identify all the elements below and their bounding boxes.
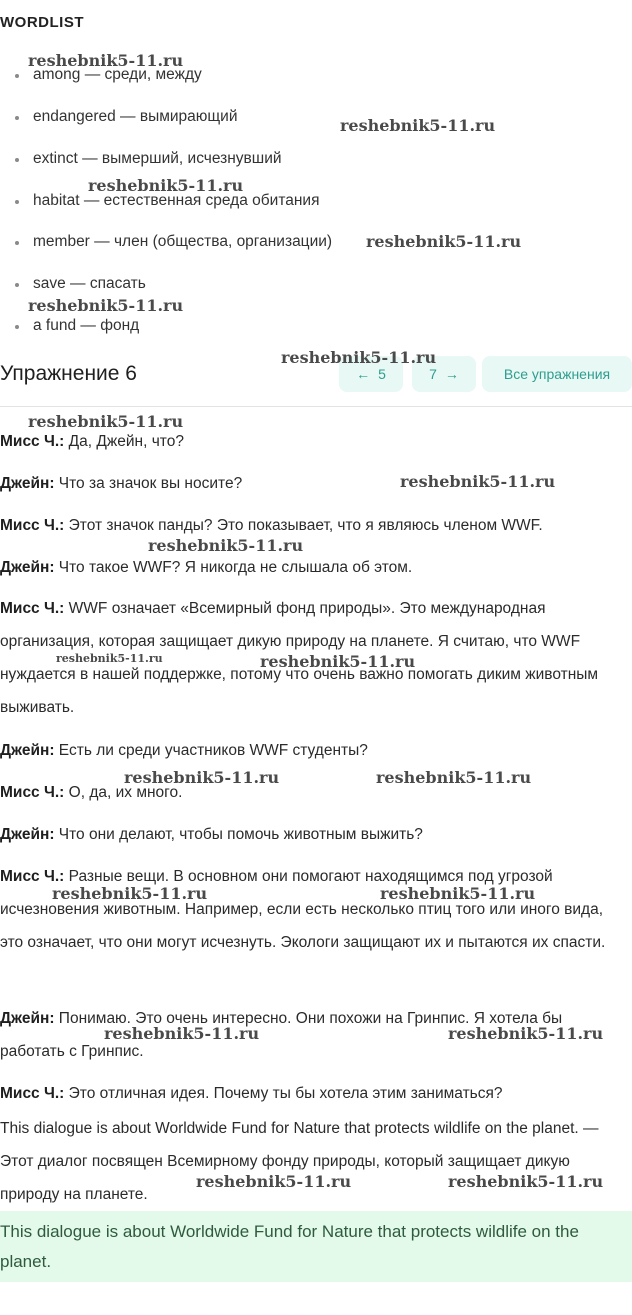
wordlist-item-text: save — спасать — [33, 275, 146, 292]
summary-text: This dialogue is about Worldwide Fund for Nature that protects wildlife on the planet. — Этот диалог посвящен Всемирному фонду природы, который защищает дикую природу на планете. — [0, 1120, 599, 1203]
watermark: reshebnik5-11.ru — [88, 176, 244, 195]
header-divider — [0, 406, 632, 407]
speaker-name: Мисс Ч.: — [0, 868, 65, 885]
bullet-icon — [15, 200, 19, 204]
dialogue-line — [0, 509, 630, 542]
dialogue-text: Да, Джейн, что? — [64, 433, 184, 450]
prev-exercise-label: 5 — [378, 366, 386, 382]
watermark: reshebnik5-11.ru — [366, 232, 522, 251]
watermark: reshebnik5-11.ru — [400, 472, 556, 491]
watermark: reshebnik5-11.ru — [380, 884, 536, 903]
watermark: reshebnik5-11.ru — [340, 116, 496, 135]
watermark: reshebnik5-11.ru — [281, 348, 437, 367]
dialogue-text: Этот значок панды? Это показывает, что я являюсь членом WWF. — [64, 517, 543, 534]
watermark: reshebnik5-11.ru — [52, 884, 208, 903]
next-exercise-label: 7 — [429, 366, 437, 382]
answer-box — [0, 1211, 632, 1282]
dialogue-line — [0, 776, 630, 809]
wordlist-item-text: endangered — вымирающий — [33, 108, 238, 125]
dialogue-line — [0, 734, 630, 767]
wordlist-item-text: member — член (общества, организации) — [33, 233, 333, 250]
speaker-name: Мисс Ч.: — [0, 600, 65, 617]
bullet-icon — [15, 325, 19, 329]
speaker-name: Мисс Ч.: — [0, 1085, 65, 1102]
arrow-right-icon: → — [444, 366, 459, 382]
dialogue-text: О, да, их много. — [64, 784, 183, 801]
dialogue-text: Что такое WWF? Я никогда не слышала об этом. — [54, 559, 413, 576]
watermark: reshebnik5-11.ru — [148, 536, 304, 555]
speaker-name: Джейн: — [0, 742, 55, 759]
dialogue-text: Что они делают, чтобы помочь животным выжить? — [54, 826, 423, 843]
watermark: reshebnik5-11.ru — [28, 412, 184, 431]
wordlist-title: WORDLIST — [0, 14, 84, 31]
wordlist-item-text: habitat — естественная среда обитания — [33, 192, 320, 209]
wordlist-item-text: among — среди, между — [33, 66, 202, 83]
speaker-name: Джейн: — [0, 475, 55, 492]
watermark: reshebnik5-11.ru — [28, 51, 184, 70]
exercise-title: Упражнение 6 — [0, 362, 137, 385]
watermark: reshebnik5-11.ru — [56, 652, 163, 665]
watermark: reshebnik5-11.ru — [260, 652, 416, 671]
dialogue-text: Есть ли среди участников WWF студенты? — [54, 742, 368, 759]
dialogue-line — [0, 860, 630, 959]
wordlist-item-text: a fund — фонд — [33, 317, 140, 334]
speaker-name: Джейн: — [0, 1010, 55, 1027]
watermark: reshebnik5-11.ru — [448, 1024, 604, 1043]
answer-text: This dialogue is about Worldwide Fund for Nature that protects wildlife on the planet. — [0, 1222, 579, 1271]
watermark: reshebnik5-11.ru — [196, 1172, 352, 1191]
watermark: reshebnik5-11.ru — [448, 1172, 604, 1191]
bullet-icon — [15, 158, 19, 162]
all-exercises-button[interactable]: Все упражнения — [482, 356, 632, 392]
speaker-name: Джейн: — [0, 559, 55, 576]
watermark: reshebnik5-11.ru — [124, 768, 280, 787]
dialogue-text: WWF означает «Всемирный фонд природы». Это международная организация, которая защищает дикую природу на планете. Я считаю, что WWF нуждается в нашей поддержке, потому что очень важно помогать диким животным выживать. — [0, 600, 599, 716]
arrow-left-icon: ← — [356, 366, 371, 382]
dialogue-text: Понимаю. Это очень интересно. Они похожи на Гринпис. Я хотела бы работать с Гринпис. — [0, 1010, 563, 1060]
watermark: reshebnik5-11.ru — [376, 768, 532, 787]
bullet-icon — [15, 116, 19, 120]
watermark: reshebnik5-11.ru — [104, 1024, 260, 1043]
wordlist-item-text: extinct — вымерший, исчезнувший — [33, 150, 282, 167]
speaker-name: Мисс Ч.: — [0, 784, 65, 801]
dialogue-line — [0, 818, 630, 851]
speaker-name: Мисс Ч.: — [0, 433, 65, 450]
speaker-name: Джейн: — [0, 826, 55, 843]
bullet-icon — [15, 74, 19, 78]
speaker-name: Мисс Ч.: — [0, 517, 65, 534]
watermark: reshebnik5-11.ru — [28, 296, 184, 315]
dialogue-text: Это отличная идея. Почему ты бы хотела этим заниматься? — [64, 1085, 503, 1102]
bullet-icon — [15, 241, 19, 245]
dialogue-line — [0, 1077, 630, 1110]
dialogue-text: Что за значок вы носите? — [54, 475, 243, 492]
bullet-icon — [15, 283, 19, 287]
dialogue-line — [0, 551, 630, 584]
dialogue-text: Разные вещи. В основном они помогают находящимся под угрозой исчезновения животным. Например, если есть несколько птиц того или иного вида, это означает, что они могут исчезнуть. Экологи защищают их и пытаются их спасти. — [0, 868, 606, 951]
